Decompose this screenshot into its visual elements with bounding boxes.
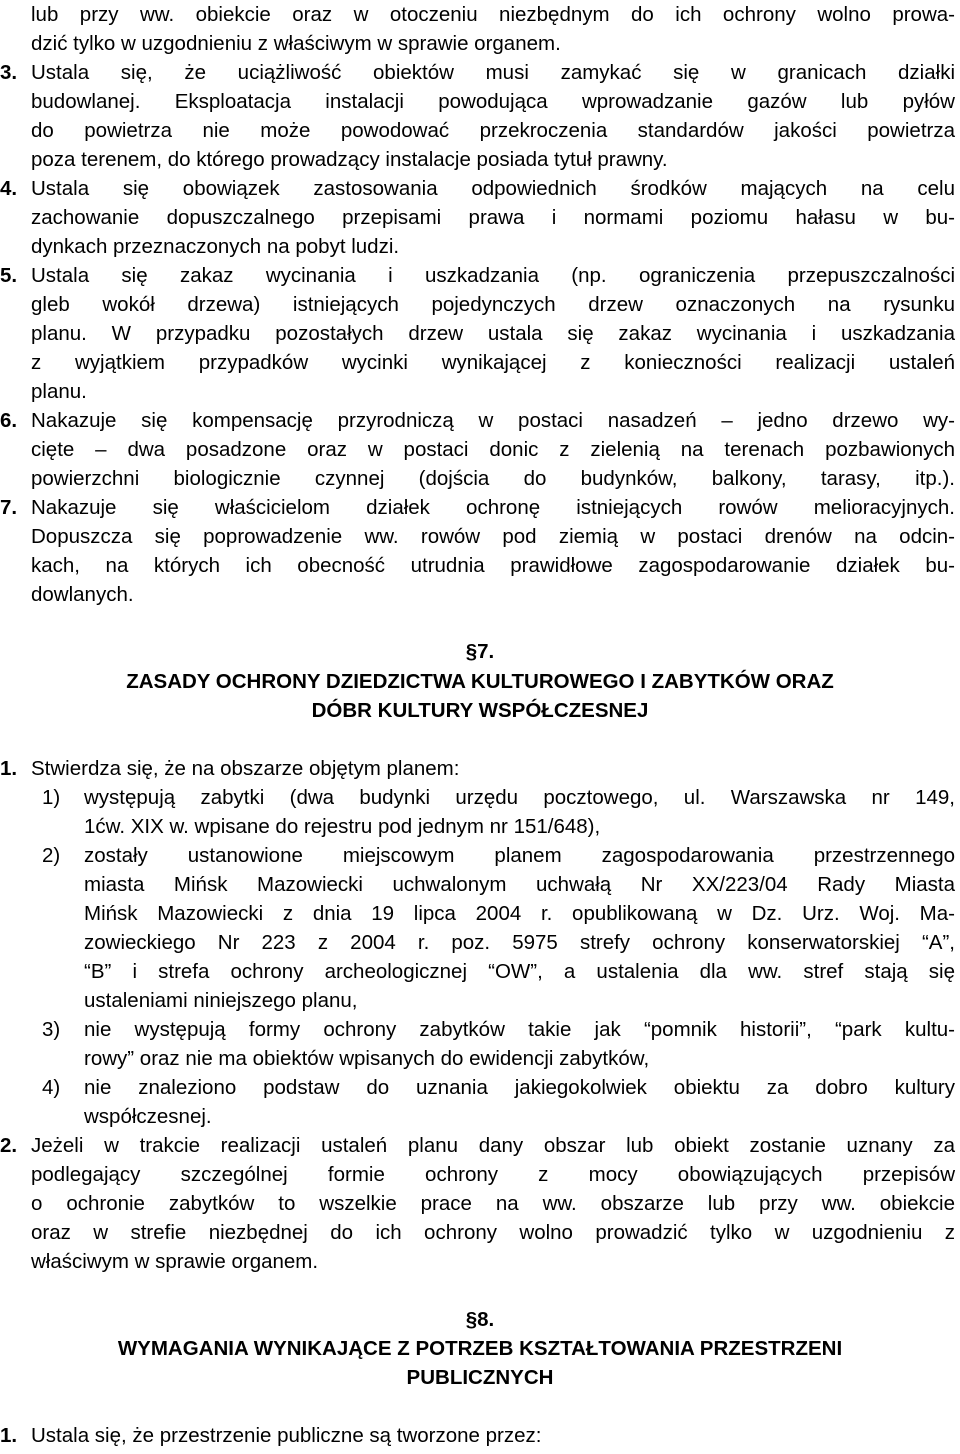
- text-line: nie występują formy ochrony zabytków takie jak “pomnik historii”, “park kultu-: [84, 1018, 955, 1041]
- text-line: współczesnej.: [84, 1105, 212, 1128]
- text-line: powierzchni biologicznie czynnej (dojścia do budynków, balkony, tarasy, itp.).: [31, 467, 955, 490]
- text-line: “B” i strefa ochrony archeologicznej “OW”, a ustalenia dla ww. stref stają się: [84, 960, 955, 983]
- item-number: 4.: [0, 177, 18, 200]
- sub-item-number: 1): [42, 786, 61, 809]
- section-title: PUBLICZNYCH: [406, 1366, 554, 1389]
- text-line: miasta Mińsk Mazowiecki uchwalonym uchwałą Nr XX/223/04 Rady Miasta: [84, 873, 955, 896]
- section-mark: §7.: [465, 640, 495, 663]
- sub-item-number: 3): [42, 1018, 61, 1041]
- item-number: 6.: [0, 409, 18, 432]
- text-line: 1ćw. XIX w. wpisane do rejestru pod jednym nr 151/648),: [84, 815, 601, 838]
- text-line: gleb wokół drzewa) istniejących pojedynczych drzew oznaczonych na rysunku: [31, 293, 955, 316]
- text-line: oraz w strefie niezbędnej do ich ochrony wolno prowadzić tylko w uzgodnieniu z: [31, 1221, 955, 1244]
- text-line: Mińsk Mazowiecki z dnia 19 lipca 2004 r. opublikowaną w Dz. Urz. Woj. Ma-: [84, 902, 955, 925]
- text-line: występują zabytki (dwa budynki urzędu pocztowego, ul. Warszawska nr 149,: [84, 786, 955, 809]
- text-line: o ochronie zabytków to wszelkie prace na ww. obszarze lub przy ww. obiekcie: [31, 1192, 955, 1215]
- text-line: dynkach przeznaczonych na pobyt ludzi.: [31, 235, 400, 258]
- text-line: planu. W przypadku pozostałych drzew ustala się zakaz wycinania i uszkadzania: [31, 322, 955, 345]
- item-number: 3.: [0, 61, 18, 84]
- text-line: z wyjątkiem przypadków wycinki wynikającej z konieczności realizacji ustaleń: [31, 351, 955, 374]
- item-number: 5.: [0, 264, 18, 287]
- text-line: Ustala się obowiązek zastosowania odpowiednich środków mających na celu: [31, 177, 955, 200]
- text-line: Ustala się, że uciążliwość obiektów musi zamykać się w granicach działki: [31, 61, 955, 84]
- text-line: Dopuszcza się poprowadzenie ww. rowów pod ziemią w postaci drenów na odcin-: [31, 525, 955, 548]
- text-line: Ustala się, że przestrzenie publiczne są tworzone przez:: [31, 1424, 542, 1447]
- text-line: Ustala się zakaz wycinania i uszkadzania (np. ograniczenia przepuszczalności: [31, 264, 955, 287]
- sub-item-number: 4): [42, 1076, 61, 1099]
- text-line: ustaleniami niniejszego planu,: [84, 989, 358, 1012]
- sub-item-number: 2): [42, 844, 61, 867]
- text-line: dowlanych.: [31, 583, 134, 606]
- section-title: ZASADY OCHRONY DZIEDZICTWA KULTUROWEGO I ZABYTKÓW ORAZ: [126, 670, 834, 693]
- text-line: podlegający szczególnej formie ochrony z mocy obowiązujących przepisów: [31, 1163, 955, 1186]
- item-number: 7.: [0, 496, 18, 519]
- text-line: rowy” oraz nie ma obiektów wpisanych do ewidencji zabytków,: [84, 1047, 650, 1070]
- text-line: Nakazuje się kompensację przyrodniczą w postaci nasadzeń – jedno drzewo wy-: [31, 409, 955, 432]
- section-title: DÓBR KULTURY WSPÓŁCZESNEJ: [311, 699, 649, 722]
- item-number: 1.: [0, 1424, 18, 1447]
- text-line: zachowanie dopuszczalnego przepisami prawa i normami poziomu hałasu w bu-: [31, 206, 955, 229]
- text-line: zostały ustanowione miejscowym planem zagospodarowania przestrzennego: [84, 844, 955, 867]
- text-line: dzić tylko w uzgodnieniu z właściwym w sprawie organem.: [31, 32, 561, 55]
- section-mark: §8.: [465, 1308, 495, 1331]
- text-line: cięte – dwa posadzone oraz w postaci donic z zielenią na terenach pozbawionych: [31, 438, 955, 461]
- text-line: lub przy ww. obiekcie oraz w otoczeniu niezbędnym do ich ochrony wolno prowa-: [31, 3, 955, 26]
- text-line: do powietrza nie może powodować przekroczenia standardów jakości powietrza: [31, 119, 955, 142]
- text-line: nie znaleziono podstaw do uznania jakiegokolwiek obiektu za dobro kultury: [84, 1076, 955, 1099]
- section-title: WYMAGANIA WYNIKAJĄCE Z POTRZEB KSZTAŁTOWANIA PRZESTRZENI: [117, 1337, 843, 1360]
- text-line: poza terenem, do którego prowadzący instalacje posiada tytuł prawny.: [31, 148, 668, 171]
- text-line: kach, na których ich obecność utrudnia prawidłowe zagospodarowanie działek bu-: [31, 554, 955, 577]
- text-line: budowlanej. Eksploatacja instalacji powodująca wprowadzanie gazów lub pyłów: [31, 90, 955, 113]
- text-line: Stwierdza się, że na obszarze objętym planem:: [31, 757, 460, 780]
- text-line: Jeżeli w trakcie realizacji ustaleń planu dany obszar lub obiekt zostanie uznany za: [31, 1134, 955, 1157]
- item-number: 2.: [0, 1134, 18, 1157]
- text-line: zowieckiego Nr 223 z 2004 r. poz. 5975 strefy ochrony konserwatorskiej “A”,: [84, 931, 955, 954]
- text-line: właściwym w sprawie organem.: [31, 1250, 319, 1273]
- item-number: 1.: [0, 757, 18, 780]
- text-line: Nakazuje się właścicielom działek ochronę istniejących rowów melioracyjnych.: [31, 496, 955, 519]
- text-line: planu.: [31, 380, 87, 403]
